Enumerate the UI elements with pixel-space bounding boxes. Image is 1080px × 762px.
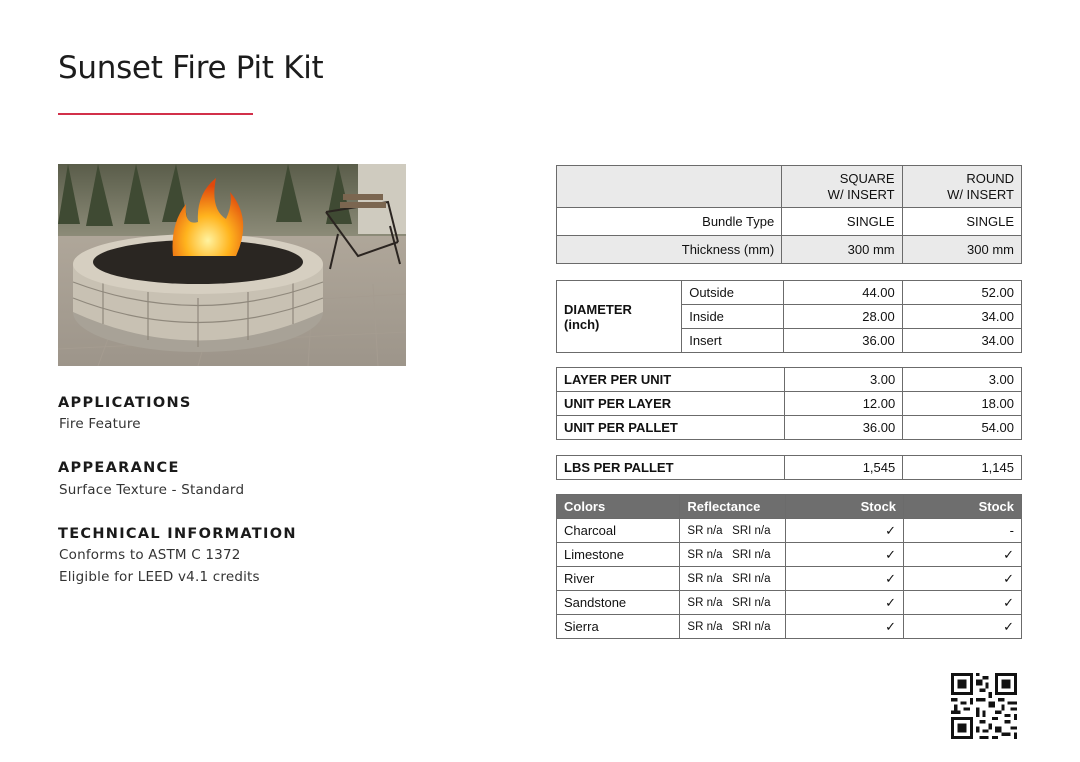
lbs-round: 1,145 xyxy=(903,456,1022,480)
stock-square-header: Stock xyxy=(786,495,904,519)
unit-square: 3.00 xyxy=(784,368,903,392)
color-name: Limestone xyxy=(557,543,680,567)
stock-round: ✓ xyxy=(904,615,1022,639)
diameter-round: 52.00 xyxy=(902,281,1021,305)
unit-round: 18.00 xyxy=(903,392,1022,416)
page-title: Sunset Fire Pit Kit xyxy=(58,50,324,86)
technical-text-1: Conforms to ASTM C 1372 xyxy=(59,547,241,563)
lbs-square: 1,545 xyxy=(784,456,903,480)
diameter-square: 44.00 xyxy=(783,281,902,305)
unit-row xyxy=(557,416,1022,440)
stock-square: ✓ xyxy=(786,615,904,639)
color-name: Charcoal xyxy=(557,519,680,543)
lbs-row xyxy=(557,456,1022,480)
unit-row xyxy=(557,392,1022,416)
stock-round-header: Stock xyxy=(904,495,1022,519)
color-row-sandstone xyxy=(557,591,1022,615)
color-name: Sierra xyxy=(557,615,680,639)
col-header-round xyxy=(902,166,1021,208)
title-underline xyxy=(58,113,253,115)
bundle-type-round: SINGLE xyxy=(902,208,1021,236)
diameter-sub-label: Insert xyxy=(682,329,783,353)
diameter-square: 36.00 xyxy=(783,329,902,353)
stock-square: ✓ xyxy=(786,543,904,567)
color-row-river xyxy=(557,567,1022,591)
unit-label: LAYER PER UNIT xyxy=(557,368,785,392)
diameter-label xyxy=(557,281,682,353)
product-photo xyxy=(58,164,406,366)
diameter-table xyxy=(556,280,1022,353)
reflectance-value: SR n/a SRI n/a xyxy=(680,591,786,615)
unit-round: 54.00 xyxy=(903,416,1022,440)
stock-round: ✓ xyxy=(904,591,1022,615)
stock-square: ✓ xyxy=(786,567,904,591)
stock-round: - xyxy=(904,519,1022,543)
unit-square: 36.00 xyxy=(784,416,903,440)
reflectance-value: SR n/a SRI n/a xyxy=(680,543,786,567)
color-row-sierra xyxy=(557,615,1022,639)
reflectance-value: SR n/a SRI n/a xyxy=(680,519,786,543)
bundle-type-row xyxy=(557,208,1022,236)
applications-heading: APPLICATIONS xyxy=(58,395,192,411)
technical-text-2: Eligible for LEED v4.1 credits xyxy=(59,569,260,585)
diameter-round: 34.00 xyxy=(902,305,1021,329)
unit-row xyxy=(557,368,1022,392)
lbs-label: LBS PER PALLET xyxy=(557,456,785,480)
col-header-round-line1: ROUND xyxy=(966,170,1014,186)
appearance-heading: APPEARANCE xyxy=(58,460,180,476)
thickness-square: 300 mm xyxy=(782,236,902,264)
technical-heading: TECHNICAL INFORMATION xyxy=(58,526,297,542)
colors-header-row xyxy=(557,495,1022,519)
col-header-square-line1: SQUARE xyxy=(839,170,895,186)
applications-text: Fire Feature xyxy=(59,416,141,432)
appearance-text: Surface Texture - Standard xyxy=(59,482,245,498)
col-header-square-line2: W/ INSERT xyxy=(827,186,895,202)
color-row-charcoal xyxy=(557,519,1022,543)
diameter-sub-label: Outside xyxy=(682,281,783,305)
reflectance-value: SR n/a SRI n/a xyxy=(680,567,786,591)
qr-code-icon xyxy=(951,673,1017,739)
color-name: River xyxy=(557,567,680,591)
unit-square: 12.00 xyxy=(784,392,903,416)
diameter-square: 28.00 xyxy=(783,305,902,329)
spec-table xyxy=(556,165,1022,264)
col-header-square xyxy=(782,166,902,208)
diameter-label-line2: (inch) xyxy=(564,316,600,332)
thickness-row xyxy=(557,236,1022,264)
unit-round: 3.00 xyxy=(903,368,1022,392)
spec-header-row xyxy=(557,166,1022,208)
reflectance-header: Reflectance xyxy=(680,495,786,519)
unit-label: UNIT PER LAYER xyxy=(557,392,785,416)
stock-square: ✓ xyxy=(786,591,904,615)
diameter-round: 34.00 xyxy=(902,329,1021,353)
unit-table xyxy=(556,367,1022,440)
diameter-sub-label: Inside xyxy=(682,305,783,329)
stock-round: ✓ xyxy=(904,567,1022,591)
thickness-label: Thickness (mm) xyxy=(557,236,782,264)
color-row-limestone xyxy=(557,543,1022,567)
stock-round: ✓ xyxy=(904,543,1022,567)
colors-header: Colors xyxy=(557,495,680,519)
stock-square: ✓ xyxy=(786,519,904,543)
lbs-table xyxy=(556,455,1022,480)
colors-table xyxy=(556,494,1022,639)
diameter-label-line1: DIAMETER xyxy=(564,301,632,317)
thickness-round: 300 mm xyxy=(902,236,1021,264)
spec-corner-cell xyxy=(557,166,782,208)
col-header-round-line2: W/ INSERT xyxy=(947,186,1014,202)
unit-label: UNIT PER PALLET xyxy=(557,416,785,440)
bundle-type-label: Bundle Type xyxy=(557,208,782,236)
color-name: Sandstone xyxy=(557,591,680,615)
bundle-type-square: SINGLE xyxy=(782,208,902,236)
reflectance-value: SR n/a SRI n/a xyxy=(680,615,786,639)
diameter-row-outside xyxy=(557,281,1022,305)
